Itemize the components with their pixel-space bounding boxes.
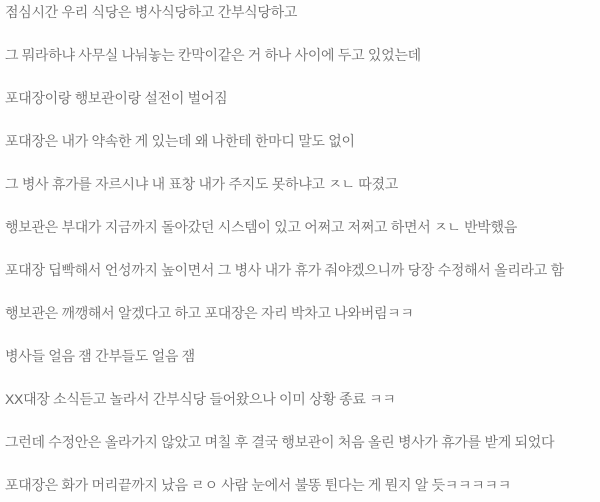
post-line: 포대장 딥빡해서 언성까지 높이면서 그 병사 내가 휴가 줘야겠으니까 당장 수정해서 올리라고 함 bbox=[5, 262, 564, 278]
post-line: 행보관은 부대가 지금까지 돌아갔던 시스템이 있고 어쩌고 저쩌고 하면서 ㅈㄴ 반박했음 bbox=[5, 219, 517, 235]
post-line: 행보관은 깨깽해서 알겠다고 하고 포대장은 자리 박차고 나와버림ㅋㅋ bbox=[5, 305, 414, 321]
post-line: 포대장은 화가 머리끝까지 났음 ㄹㅇ 사람 눈에서 불똥 튄다는 게 뭔지 알 듯ㅋㅋㅋㅋㅋ bbox=[5, 477, 511, 493]
post-line: 그 뭐라하냐 사무실 나눠놓는 칸막이같은 거 하나 사이에 두고 있었는데 bbox=[5, 47, 421, 63]
post-line: 포대장이랑 행보관이랑 설전이 벌어짐 bbox=[5, 90, 228, 106]
post-line: 병사들 얼음 잼 간부들도 얼음 잼 bbox=[5, 348, 195, 364]
post-line: XX대장 소식듣고 놀라서 간부식당 들어왔으나 이미 상황 종료 ㅋㅋ bbox=[5, 391, 396, 407]
post-line: 포대장은 내가 약속한 게 있는데 왜 나한테 한마디 말도 없이 bbox=[5, 133, 355, 149]
post-line: 그 병사 휴가를 자르시냐 내 표창 내가 주지도 못하냐고 ㅈㄴ 따졌고 bbox=[5, 176, 398, 192]
post-line: 점심시간 우리 식당은 병사식당하고 간부식당하고 bbox=[5, 4, 298, 20]
post-line: 그런데 수정안은 올라가지 않았고 며칠 후 결국 행보관이 처음 올린 병사가 휴가를 받게 되었다 bbox=[5, 434, 555, 450]
